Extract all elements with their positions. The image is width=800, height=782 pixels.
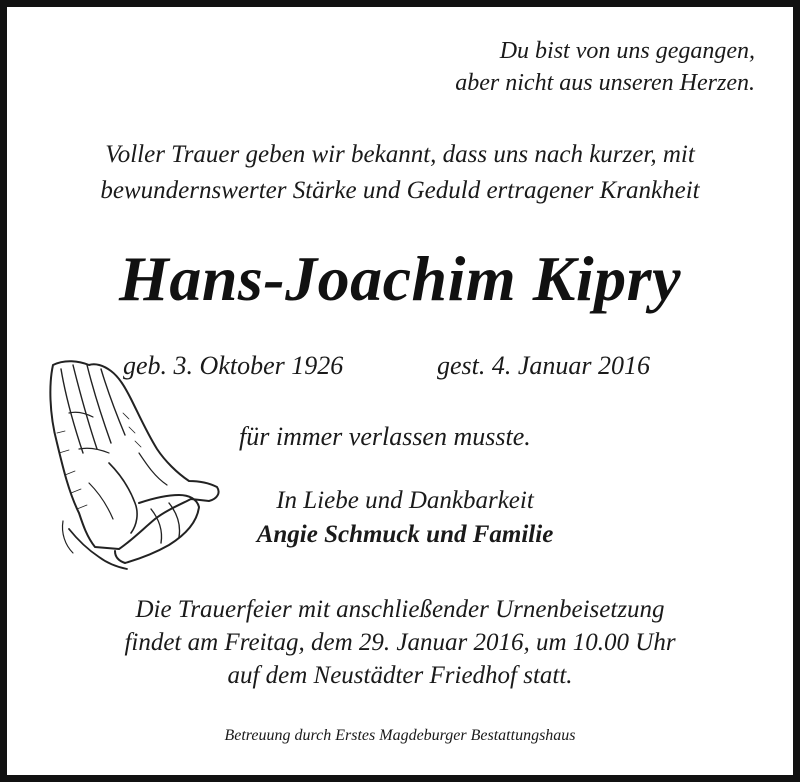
announcement-intro [7,137,793,209]
death-date: gest. 4. Januar 2016 [437,351,651,380]
funeral-details [7,593,793,692]
passing-statement: für immer verlassen musste. [239,422,531,451]
funeral-home-credit: Betreuung durch Erstes Magdeburger Bestattungshaus [224,727,576,744]
closing-phrase: In Liebe und Dankbarkeit [276,487,534,514]
quote-line-2: aber nicht aus unseren Herzen. [455,70,755,96]
funeral-line-1: Die Trauerfeier mit anschließender Urnenbeisetzung [135,596,665,623]
bereaved-family: Angie Schmuck und Familie [256,521,554,548]
deceased-name: Hans-Joachim Kipry [119,243,681,314]
quote-line-1: Du bist von uns gegangen, [499,38,755,64]
birth-date: geb. 3. Oktober 1926 [123,351,344,380]
intro-line-2: bewundernswerter Stärke und Geduld ertragener Krankheit [100,177,700,204]
funeral-line-3: auf dem Neustädter Friedhof statt. [227,662,573,689]
intro-line-1: Voller Trauer geben wir bekannt, dass uns nach kurzer, mit [105,141,695,168]
memorial-quote [455,35,755,99]
funeral-line-2: findet am Freitag, dem 29. Januar 2016, um 10.00 Uhr [124,629,676,656]
